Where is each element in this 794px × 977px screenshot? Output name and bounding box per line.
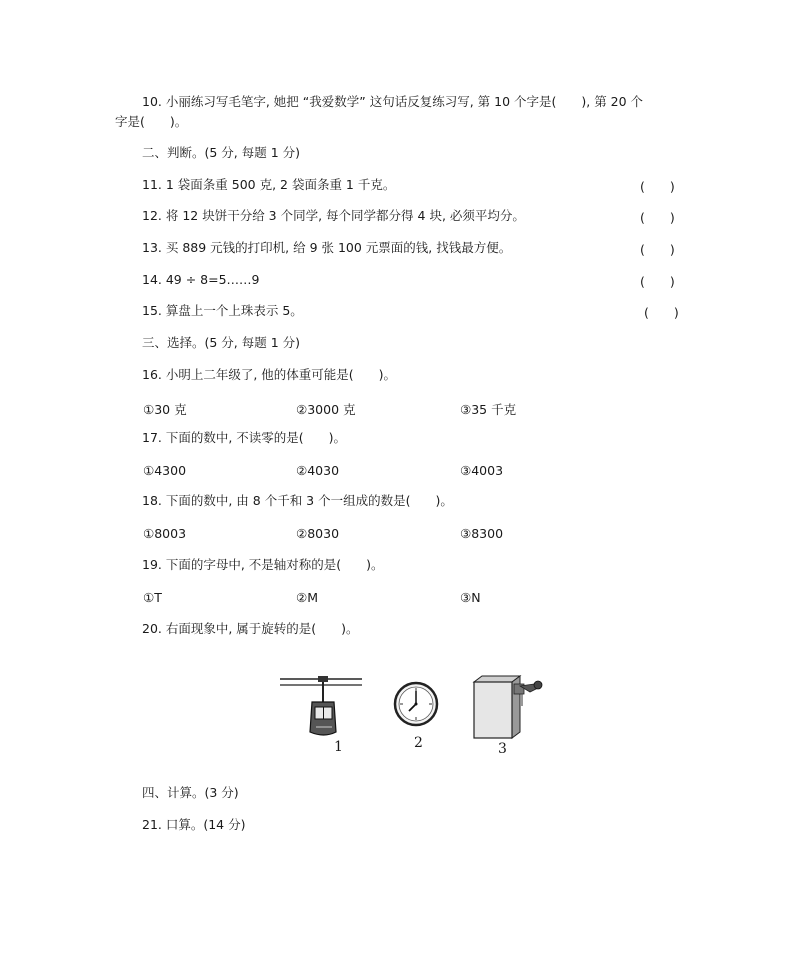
question-20: 20. 右面现象中, 属于旋转的是( )。	[142, 621, 359, 636]
option-17-1[interactable]: ①4300	[143, 463, 187, 478]
figure-label-2: 2	[414, 735, 423, 751]
option-16-3[interactable]: ③35 千克	[460, 402, 517, 417]
option-18-2[interactable]: ②8030	[296, 526, 340, 541]
question-14: 14. 49 ÷ 8=5……9	[142, 272, 260, 287]
figure-label-3: 3	[498, 741, 507, 757]
question-10-line2: 字是( )。	[115, 114, 188, 129]
option-19-1[interactable]: ①T	[143, 590, 162, 605]
question-13: 13. 买 889 元钱的打印机, 给 9 张 100 元票面的钱, 找钱最方便。	[142, 240, 512, 255]
question-17: 17. 下面的数中, 不读零的是( )。	[142, 430, 347, 445]
question-12: 12. 将 12 块饼干分给 3 个同学, 每个同学都分得 4 块, 必须平均分。	[142, 208, 525, 223]
cable-car-figure	[280, 672, 366, 744]
answer-paren-12[interactable]: ( )	[640, 210, 675, 225]
answer-paren-15[interactable]: ( )	[644, 305, 679, 320]
section-2-title: 二、判断。(5 分, 每题 1 分)	[142, 145, 301, 160]
option-17-3[interactable]: ③4003	[460, 463, 504, 478]
question-16: 16. 小明上二年级了, 他的体重可能是( )。	[142, 367, 397, 382]
option-18-3[interactable]: ③8300	[460, 526, 504, 541]
crank-box-figure	[468, 672, 552, 744]
question-10-line1: 10. 小丽练习写毛笔字, 她把 “我爱数学” 这句话反复练习写, 第 10 个字是( ), 第 20 个	[142, 94, 644, 109]
section-3-title: 三、选择。(5 分, 每题 1 分)	[142, 335, 301, 350]
option-18-1[interactable]: ①8003	[143, 526, 187, 541]
option-16-1[interactable]: ①30 克	[143, 402, 187, 417]
question-11: 11. 1 袋面条重 500 克, 2 袋面条重 1 千克。	[142, 177, 396, 192]
question-15: 15. 算盘上一个上珠表示 5。	[142, 303, 303, 318]
option-16-2[interactable]: ②3000 克	[296, 402, 356, 417]
option-19-3[interactable]: ③N	[460, 590, 481, 605]
question-18: 18. 下面的数中, 由 8 个千和 3 个一组成的数是( )。	[142, 493, 453, 508]
option-17-2[interactable]: ②4030	[296, 463, 340, 478]
option-19-2[interactable]: ②M	[296, 590, 318, 605]
section-4-title: 四、计算。(3 分)	[142, 785, 239, 800]
answer-paren-14[interactable]: ( )	[640, 274, 675, 289]
question-21: 21. 口算。(14 分)	[142, 817, 246, 832]
question-19: 19. 下面的字母中, 不是轴对称的是( )。	[142, 557, 384, 572]
answer-paren-11[interactable]: ( )	[640, 179, 675, 194]
figure-label-1: 1	[334, 739, 343, 755]
clock-figure	[392, 680, 440, 728]
answer-paren-13[interactable]: ( )	[640, 242, 675, 257]
